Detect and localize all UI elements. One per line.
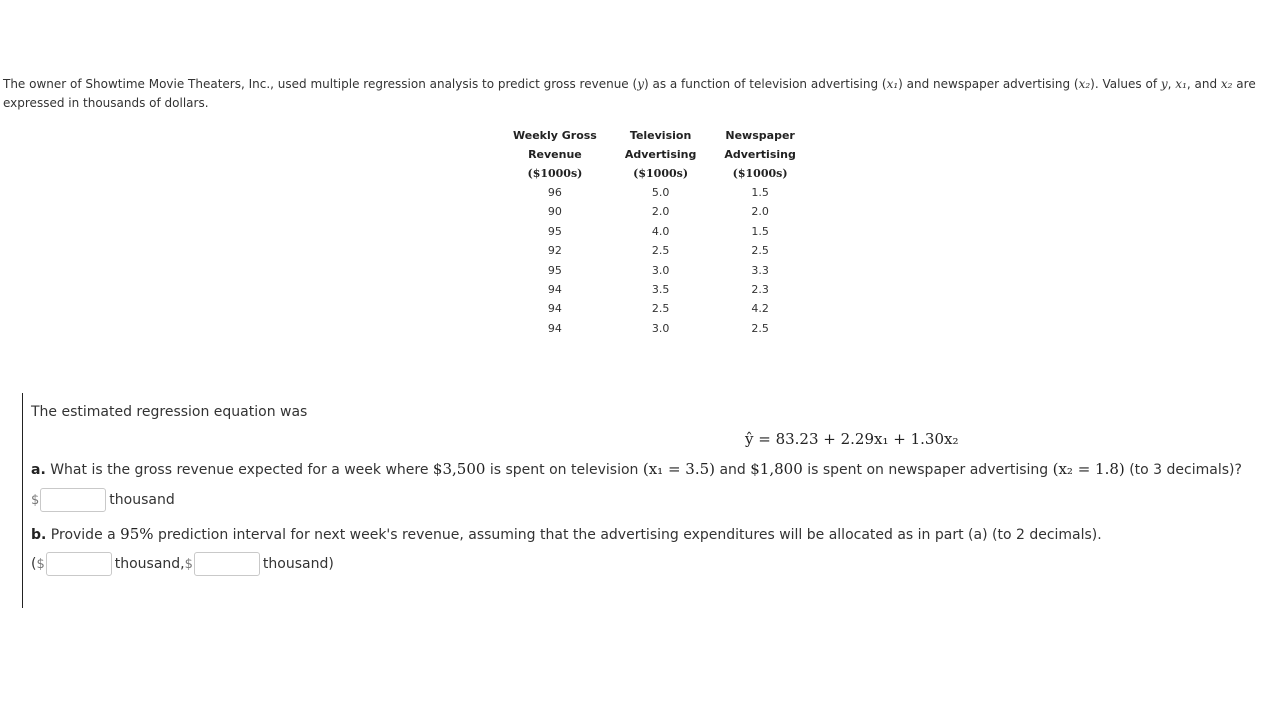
cell-revenue: 95 xyxy=(547,263,562,277)
column-header-television xyxy=(611,126,711,183)
cell-revenue: 92 xyxy=(547,244,562,258)
table-row xyxy=(499,299,810,318)
table-row xyxy=(499,183,810,202)
header-line: Television xyxy=(629,129,692,142)
question-b xyxy=(31,525,1102,543)
tv-amount: $3,500 xyxy=(432,460,486,478)
cell-television: 2.0 xyxy=(651,205,670,219)
question-panel xyxy=(22,393,1273,608)
cell-revenue: 94 xyxy=(547,302,562,316)
question-lead: The estimated regression equation was xyxy=(31,404,308,420)
cell-newspaper: 2.3 xyxy=(751,283,769,297)
column-header-newspaper xyxy=(710,126,810,183)
cell-newspaper: 2.5 xyxy=(751,244,769,258)
table-row xyxy=(499,280,810,299)
question-text: prediction interval for next week's revenue, assuming that the advertising expenditures will be allocated as in part (a) (to 2 decimals). xyxy=(153,527,1102,543)
question-text: is spent on television xyxy=(485,462,643,478)
header-line: Advertising xyxy=(624,148,697,161)
intro-text: ) as a function of television advertising ( xyxy=(643,77,887,91)
unit-label: thousand, xyxy=(114,556,185,572)
cell-television: 5.0 xyxy=(651,186,670,199)
var-y: y xyxy=(637,77,644,91)
question-text: and xyxy=(715,462,751,478)
x1-condition: (x₁ = 3.5) xyxy=(642,460,715,478)
intro-text: ). Values of xyxy=(1090,77,1161,91)
question-text: is spent on newspaper advertising xyxy=(802,462,1053,478)
table-row xyxy=(499,261,810,280)
intro-text: , and xyxy=(1186,77,1221,91)
question-text: What is the gross revenue expected for a week where xyxy=(45,462,433,478)
cell-television: 2.5 xyxy=(651,302,670,316)
answer-a-row xyxy=(31,488,175,512)
var-x2: x₂ xyxy=(1220,77,1233,91)
currency-symbol: $ xyxy=(184,556,193,572)
question-a xyxy=(31,460,1242,478)
cell-television: 2.5 xyxy=(651,244,670,258)
table-row xyxy=(499,319,810,338)
open-paren: ( xyxy=(31,556,37,572)
unit-label: thousand xyxy=(109,492,175,508)
cell-revenue: 94 xyxy=(547,321,562,335)
header-unit: ($1000s) xyxy=(633,167,689,180)
cell-television: 4.0 xyxy=(651,224,670,238)
cell-revenue: 90 xyxy=(547,205,562,219)
intro-text: , xyxy=(1167,77,1176,91)
column-header-revenue xyxy=(499,126,611,183)
cell-newspaper: 4.2 xyxy=(751,302,769,316)
intro-text: are expressed in thousands of dollars. xyxy=(3,77,1256,110)
intro-text: ) and newspaper advertising ( xyxy=(898,77,1079,91)
currency-symbol: $ xyxy=(36,556,45,572)
revenue-answer-input[interactable] xyxy=(40,488,106,512)
table-row xyxy=(499,222,810,241)
cell-revenue: 94 xyxy=(547,283,562,297)
x2-condition: (x₂ = 1.8) xyxy=(1052,460,1125,478)
header-unit: ($1000s) xyxy=(732,167,788,180)
table-row xyxy=(499,202,810,221)
interval-upper-input[interactable] xyxy=(194,552,260,576)
newspaper-amount: $1,800 xyxy=(750,460,803,478)
var-y: y xyxy=(1160,77,1168,91)
problem-intro xyxy=(3,75,1275,113)
var-x2: x₂ xyxy=(1078,77,1091,91)
cell-newspaper: 3.3 xyxy=(751,263,769,277)
confidence-level: 95% xyxy=(120,525,154,543)
question-text: Provide a xyxy=(46,527,121,543)
header-unit: ($1000s) xyxy=(527,167,583,180)
header-line: Newspaper xyxy=(725,129,795,142)
cell-newspaper: 2.5 xyxy=(751,321,769,335)
header-line: Revenue xyxy=(528,148,582,161)
question-text: (to 3 decimals)? xyxy=(1124,462,1242,478)
header-line: Advertising xyxy=(724,148,796,161)
unit-label: thousand) xyxy=(262,556,334,572)
answer-b-row xyxy=(31,552,334,576)
var-x1: x₁ xyxy=(1175,77,1187,91)
cell-television: 3.0 xyxy=(651,263,670,277)
data-table xyxy=(499,126,810,338)
cell-newspaper: 2.0 xyxy=(751,205,769,219)
currency-symbol: $ xyxy=(31,492,40,508)
cell-revenue: 96 xyxy=(547,186,562,199)
question-b-label: b. xyxy=(31,527,47,543)
cell-revenue: 95 xyxy=(547,224,562,238)
var-x1: x₁ xyxy=(886,77,899,91)
cell-newspaper: 1.5 xyxy=(751,186,769,199)
regression-equation: ŷ = 83.23 + 2.29x₁ + 1.30x₂ xyxy=(745,430,959,448)
table-header-row xyxy=(499,126,810,183)
question-a-label: a. xyxy=(31,462,46,478)
interval-lower-input[interactable] xyxy=(46,552,112,576)
cell-television: 3.0 xyxy=(651,321,670,335)
intro-text: The owner of Showtime Movie Theaters, Inc., used multiple regression analysis to predict gross revenue ( xyxy=(3,77,638,91)
header-line: Weekly Gross xyxy=(513,129,597,142)
table-row xyxy=(499,241,810,260)
cell-television: 3.5 xyxy=(651,283,670,297)
cell-newspaper: 1.5 xyxy=(751,224,769,238)
